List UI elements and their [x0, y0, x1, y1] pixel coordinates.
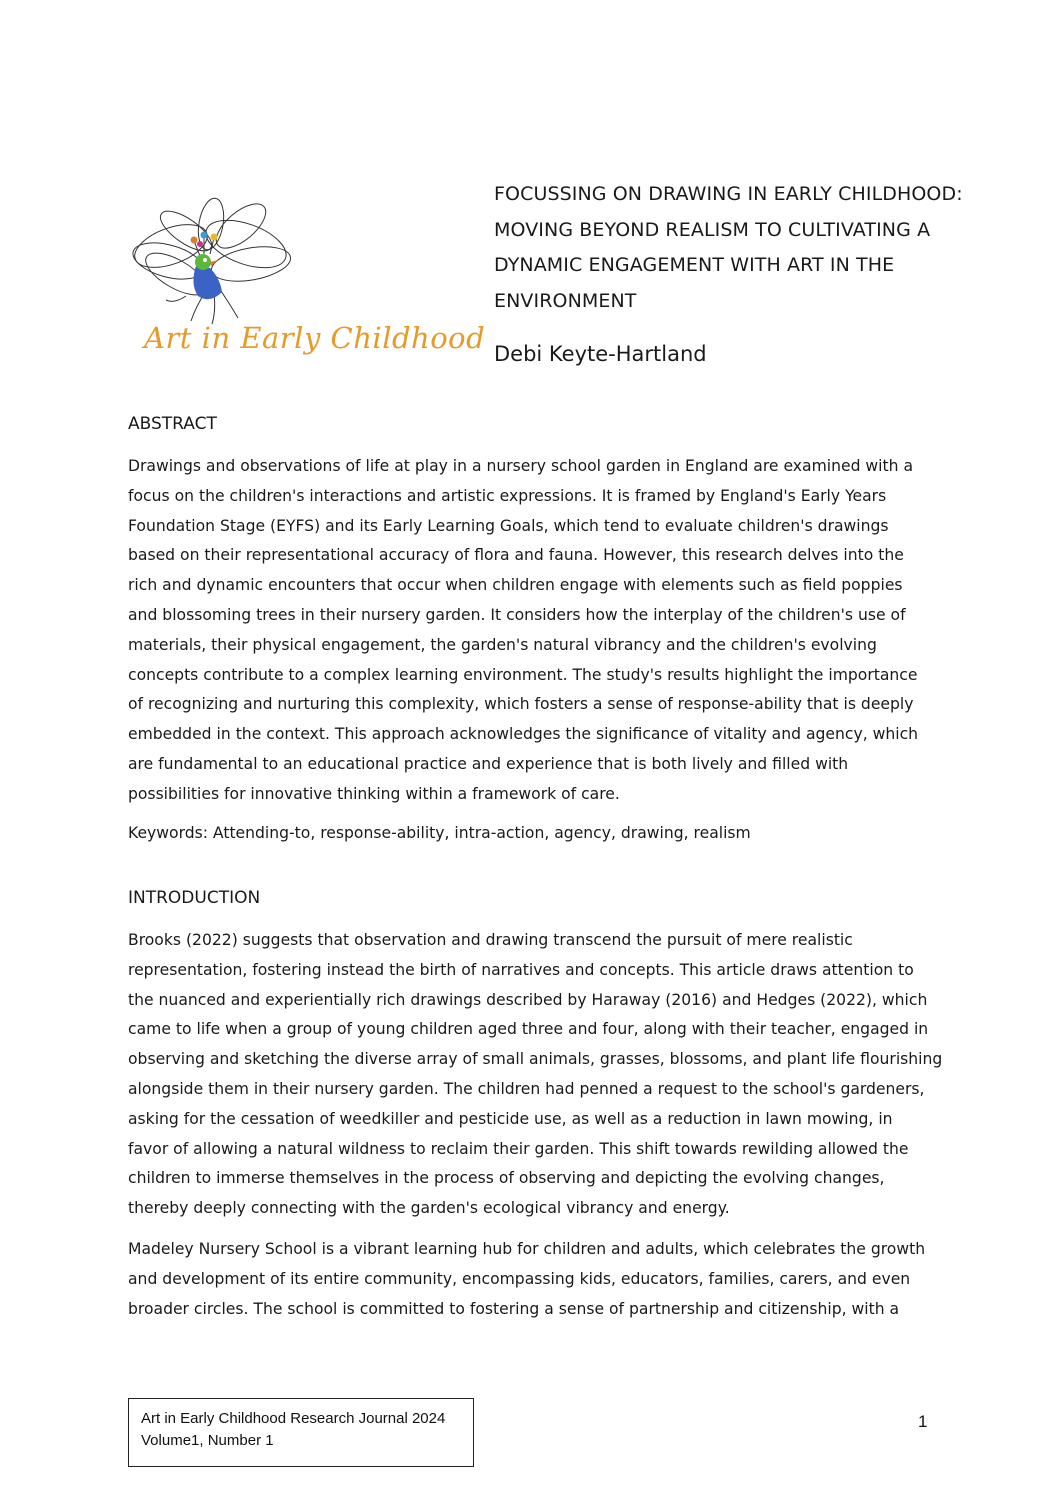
- page-number: 1: [918, 1412, 928, 1431]
- introduction-heading: INTRODUCTION: [128, 888, 261, 908]
- text-line: observing and sketching the diverse array of small animals, grasses, blossoms, and plant life flourishing: [128, 1050, 943, 1069]
- text-line: Brooks (2022) suggests that observation and drawing transcend the pursuit of mere realistic: [128, 931, 853, 949]
- text-line: children to immerse themselves in the process of observing and depicting the evolving changes,: [128, 1169, 885, 1188]
- text-line: the nuanced and experientially rich drawings described by Haraway (2016) and Hedges (2022), which: [128, 990, 928, 1009]
- text-line: concepts contribute to a complex learning environment. The study's results highlight the importance: [128, 665, 918, 684]
- title-line: FOCUSSING ON DRAWING IN EARLY CHILDHOOD:: [494, 183, 963, 205]
- text-line: embedded in the context. This approach acknowledges the significance of vitality and agency, which: [128, 725, 919, 744]
- text-line: thereby deeply connecting with the garden's ecological vibrancy and energy.: [128, 1199, 730, 1218]
- text-line: broader circles. The school is committed to fostering a sense of partnership and citizenship, with a: [128, 1299, 900, 1318]
- text-line: materials, their physical engagement, the garden's natural vibrancy and the children's evolving: [128, 635, 877, 654]
- text-line: possibilities for innovative thinking within a framework of care.: [128, 784, 620, 803]
- text-line: based on their representational accuracy of flora and fauna. However, this research delves into the: [128, 546, 904, 565]
- title-line: MOVING BEYOND REALISM TO CULTIVATING A: [494, 218, 931, 241]
- text-line: asking for the cessation of weedkiller and pesticide use, as well as a reduction in lawn mowing, in: [128, 1109, 893, 1128]
- abstract-paragraph: [128, 452, 938, 810]
- text-line: representation, fostering instead the birth of narratives and concepts. This article draws attention to: [128, 960, 914, 979]
- logo-wordmark: Art in Early Childhood: [144, 321, 486, 355]
- text-line: and blossoming trees in their nursery garden. It considers how the interplay of the children's use of: [128, 605, 906, 624]
- article-title: [494, 177, 964, 319]
- footer-citation-box: [128, 1398, 474, 1467]
- text-line: alongside them in their nursery garden. The children had penned a request to the school's gardeners,: [128, 1079, 925, 1098]
- text-line: Foundation Stage (EYFS) and its Early Learning Goals, which tend to evaluate children's drawings: [128, 516, 889, 535]
- title-line: ENVIRONMENT: [494, 289, 637, 312]
- footer-journal: Art in Early Childhood Research Journal 2024: [141, 1410, 446, 1427]
- text-line: came to life when a group of young children aged three and four, along with their teacher, engaged in: [128, 1020, 929, 1039]
- introduction-paragraph-1: [128, 926, 943, 1224]
- author-name: Debi Keyte-Hartland: [494, 342, 707, 366]
- text-line: Drawings and observations of life at play in a nursery school garden in England are examined with a: [128, 457, 914, 475]
- abstract-heading: ABSTRACT: [128, 414, 217, 434]
- text-line: favor of allowing a natural wildness to reclaim their garden. This shift towards rewilding allowed the: [128, 1139, 909, 1158]
- text-line: rich and dynamic encounters that occur when children engage with elements such as field poppies: [128, 576, 903, 595]
- text-line: Madeley Nursery School is a vibrant learning hub for children and adults, which celebrates the growth: [128, 1240, 926, 1258]
- text-line: and development of its entire community, encompassing kids, educators, families, carers, and even: [128, 1269, 911, 1288]
- title-line: DYNAMIC ENGAGEMENT WITH ART IN THE: [494, 254, 895, 276]
- keywords: Keywords: Attending-to, response-ability, intra-action, agency, drawing, realism: [128, 824, 751, 842]
- bird-flower-icon: [126, 196, 306, 331]
- footer-volume: Volume1, Number 1: [141, 1432, 274, 1449]
- text-line: of recognizing and nurturing this complexity, which fosters a sense of response-ability that is deeply: [128, 695, 914, 714]
- journal-logo: [126, 196, 486, 366]
- introduction-paragraph-2: [128, 1235, 938, 1324]
- text-line: are fundamental to an educational practice and experience that is both lively and filled with: [128, 754, 849, 773]
- text-line: focus on the children's interactions and artistic expressions. It is framed by England's Early Years: [128, 486, 887, 505]
